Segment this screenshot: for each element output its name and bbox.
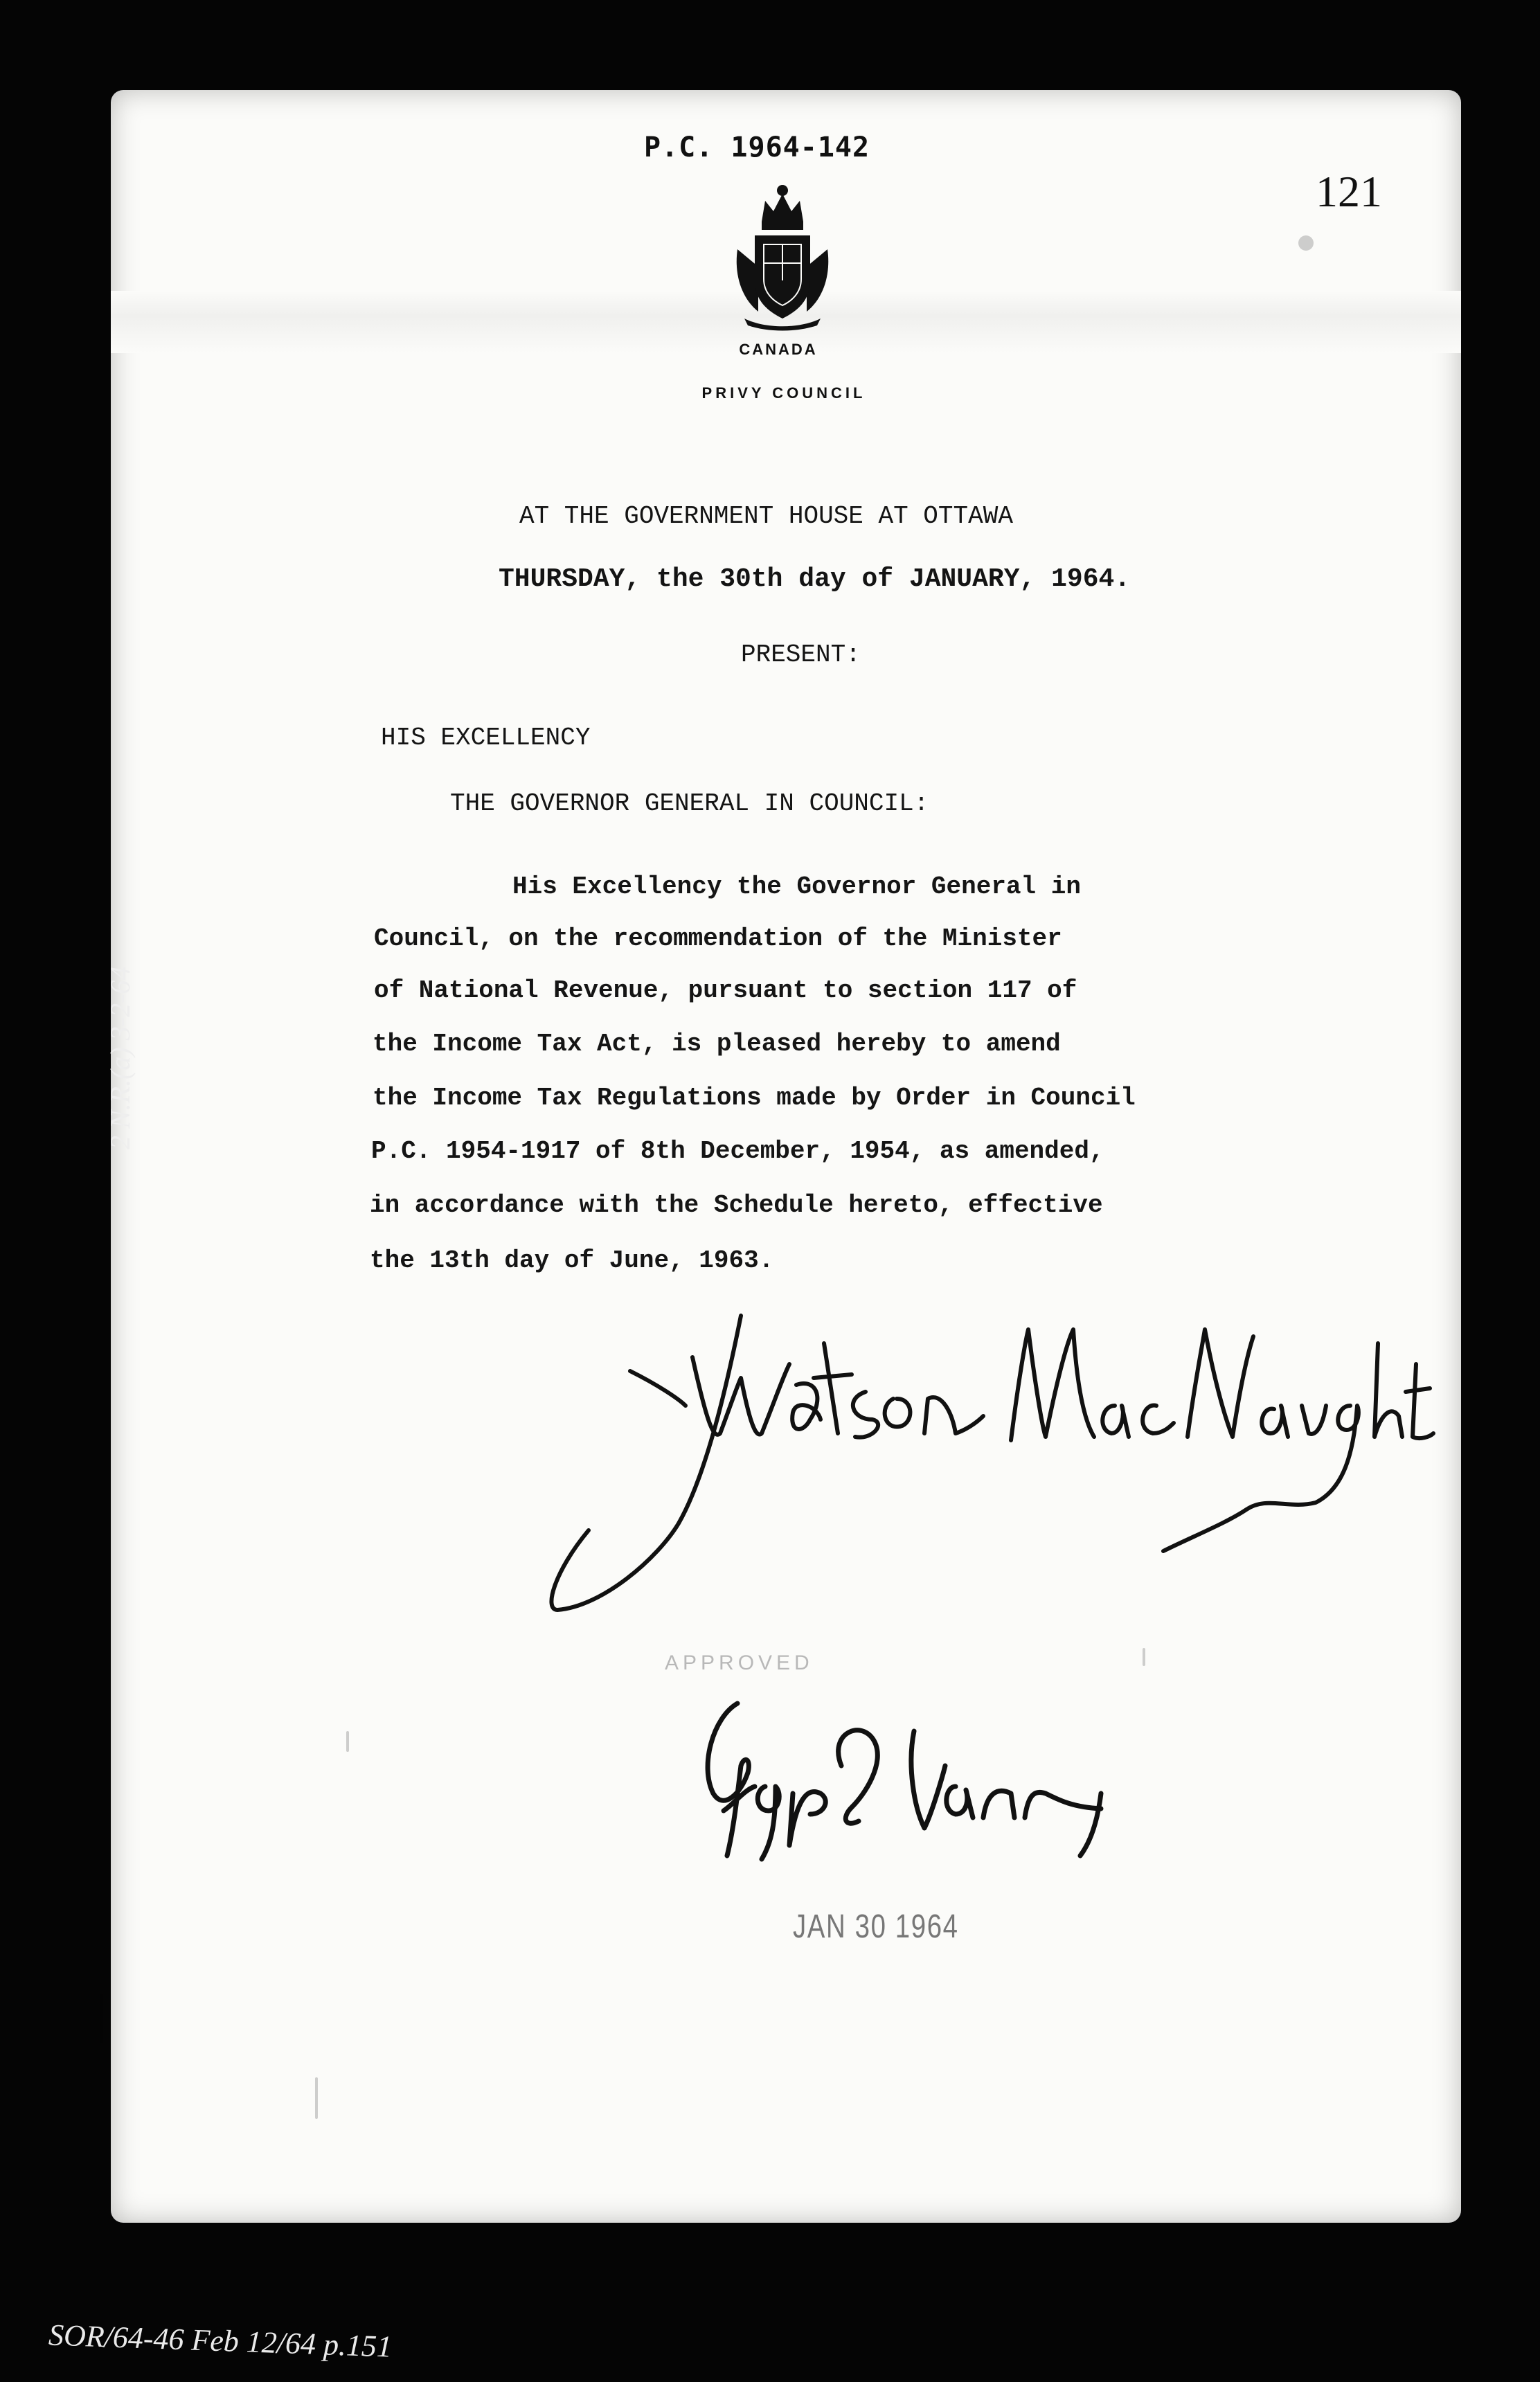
order-reference-number: P.C. 1964-142: [644, 132, 870, 163]
scan-speck: [315, 2077, 318, 2119]
scan-speck: [346, 1731, 349, 1752]
body-line: Council, on the recommendation of the Minister: [374, 924, 1062, 953]
addressee-line-1: HIS EXCELLENCY: [381, 724, 591, 752]
scan-speck: [1143, 1648, 1145, 1666]
body-line: the 13th day of June, 1963.: [370, 1246, 774, 1275]
page-number: 121: [1316, 167, 1382, 216]
approval-date-stamp: JAN 30 1964: [793, 1908, 959, 1945]
header-council: PRIVY COUNCIL: [701, 384, 866, 402]
present-heading: PRESENT:: [741, 641, 861, 669]
body-line: the Income Tax Act, is pleased hereby to amend: [373, 1030, 1061, 1058]
scan-speck: [100, 1994, 103, 2043]
footer-annotation: SOR/64-46 Feb 12/64 p.151: [48, 2318, 393, 2364]
body-line: of National Revenue, pursuant to section 117 of: [374, 976, 1077, 1005]
body-line: in accordance with the Schedule hereto, effective: [370, 1191, 1103, 1219]
location-heading: AT THE GOVERNMENT HOUSE AT OTTAWA: [519, 502, 1013, 530]
margin-note: 2 N.R.(a) 3-2-64: [105, 966, 136, 1149]
header-country: CANADA: [739, 341, 818, 358]
coat-of-arms-icon: [731, 183, 834, 332]
date-heading: THURSDAY, the 30th day of JANUARY, 1964.: [499, 564, 1131, 594]
approved-stamp-label: APPROVED: [665, 1651, 814, 1674]
body-line: P.C. 1954-1917 of 8th December, 1954, as amended,: [371, 1137, 1104, 1165]
body-line: the Income Tax Regulations made by Order in Council: [373, 1084, 1136, 1112]
clerk-signature: [540, 1302, 1440, 1634]
approver-signature: [686, 1690, 1129, 1870]
addressee-line-2: THE GOVERNOR GENERAL IN COUNCIL:: [450, 789, 929, 818]
body-line: His Excellency the Governor General in: [512, 872, 1081, 901]
scan-speck: [1298, 235, 1314, 251]
